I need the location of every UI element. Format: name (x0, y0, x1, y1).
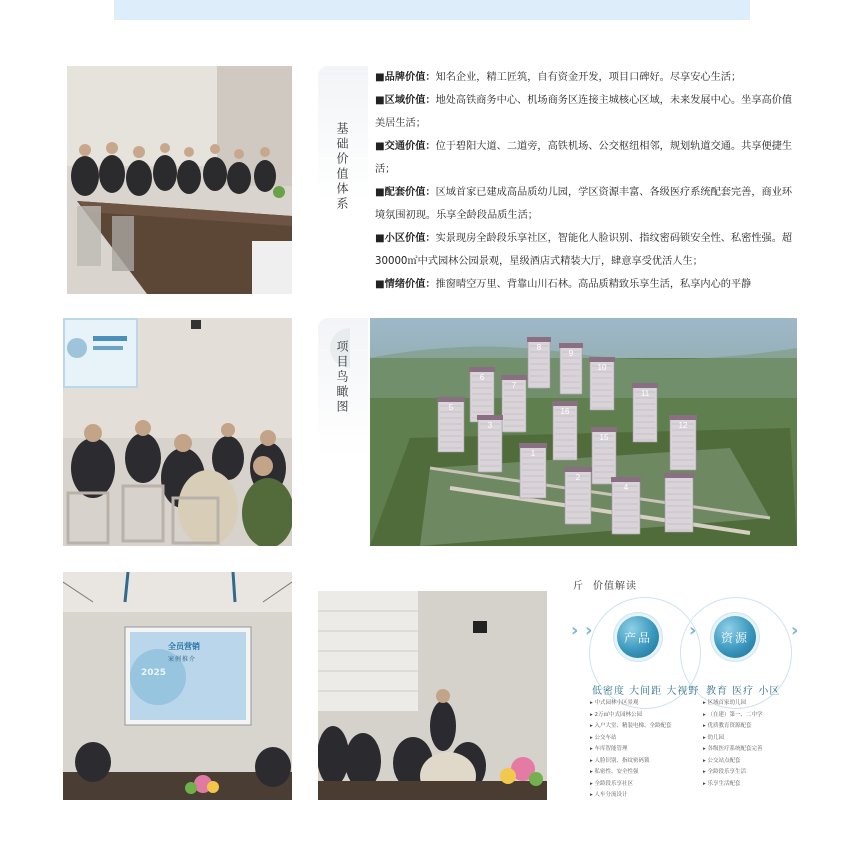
building-number-label: 12 (678, 421, 688, 430)
building-number-label: 9 (568, 349, 574, 358)
top-banner (114, 0, 750, 20)
node-product: 产品 (617, 616, 659, 658)
aerial-label-card (318, 318, 368, 546)
building-number-label: 8 (536, 343, 542, 352)
value-list (375, 66, 795, 294)
product-feature-list (590, 698, 690, 802)
diagram-title: 价值解读 (593, 581, 637, 592)
diagram-title-prefix: 斤 (573, 581, 584, 592)
slide-year: 2025 (141, 668, 167, 678)
value-item-region: ■区域价值：地处高铁商务中心、机场商务区连接主城核心区域，未来发展中心。坐享高价值美居生活； (375, 95, 793, 129)
meeting-photo-1 (67, 66, 292, 294)
tower-roof (589, 357, 615, 362)
list-item: ▸ （在建）第一、二中学 (703, 710, 803, 722)
building-number-label: 10 (597, 363, 607, 372)
list-item: ▸ 优质教育资源配套 (703, 721, 803, 733)
list-item: ▸ 乐享生活配套 (703, 779, 803, 791)
building-number-label: 6 (479, 373, 485, 382)
node-resource: 资源 (714, 616, 756, 658)
slide-line-2: 案例推介 (168, 656, 197, 663)
column-heading-resource: 教育 医疗 小区 (706, 686, 781, 697)
building-number-label: 4 (623, 483, 629, 492)
tower-roof (669, 415, 697, 420)
tower-roof (501, 375, 527, 380)
aerial-view-image (370, 318, 797, 546)
list-item: ▸ 2万㎡中式园林公园 (590, 710, 690, 722)
list-item: ▸ 私密性、安全性强 (590, 767, 690, 779)
tower-roof (477, 415, 503, 420)
building-number-label: 11 (640, 389, 650, 398)
list-item: ▸ 公交车站 (590, 733, 690, 745)
list-item: ▸ 入户大堂、精装电梯、全龄配套 (590, 721, 690, 733)
tower-roof (611, 477, 641, 482)
value-system-label-card (318, 66, 368, 294)
tower-roof (552, 401, 578, 406)
list-item: ▸ 幼儿园 (703, 733, 803, 745)
building-number-label: 1 (530, 449, 536, 458)
tower-roof (559, 343, 583, 348)
value-item-community: ■小区价值：实景现房全龄段乐享社区，智能化人脸识别、指纹密码锁安全性、私密性强。超30000㎡中式园林公园景观，星级酒店式精装大厅，肆意享受优活人生； (375, 233, 793, 267)
projector-photo (63, 572, 292, 800)
tower-block (665, 476, 693, 532)
building-number-label: 5 (448, 403, 454, 412)
tower-roof (564, 467, 592, 472)
building-number-label: 3 (487, 421, 493, 430)
tower-roof (527, 337, 551, 342)
value-item-emotion: ■情绪价值：推窗晴空万里、背靠山川石林。高品质精致乐享生活，私享内心的平静 (375, 279, 752, 290)
tower-roof (664, 473, 694, 478)
tower-roof (469, 367, 495, 372)
tower-roof (632, 383, 658, 388)
list-item: ▸ 车库智能管理 (590, 744, 690, 756)
tower-roof (519, 443, 547, 448)
list-item: ▸ 区域首家幼儿园 (703, 698, 803, 710)
value-item-traffic: ■交通价值：位于碧阳大道、二道旁，高铁机场、公交枢纽相邻，规划轨道交通。共享便捷生活； (375, 141, 793, 175)
meeting-photo-2 (63, 318, 292, 546)
value-diagram (565, 572, 805, 804)
tower-roof (437, 397, 465, 402)
list-item: ▸ 全龄段乐享生活 (703, 767, 803, 779)
chevron-right-icon: › (585, 620, 593, 641)
building-number-label: 15 (599, 433, 609, 442)
list-item: ▸ 人脸识别、指纹密码锁 (590, 756, 690, 768)
list-item: ▸ 人车分流设计 (590, 790, 690, 802)
list-item: ▸ 公交站点配套 (703, 756, 803, 768)
value-item-facilities: ■配套价值：区域首家已建成高品质幼儿园，学区资源丰富、各级医疗系统配套完善，商业环境氛围初现。乐享全龄段品质生活； (375, 187, 793, 221)
list-item: ▸ 中式园林小区景观 (590, 698, 690, 710)
tower-roof (591, 427, 617, 432)
chevron-right-icon: › (571, 620, 579, 641)
value-system-label: 基础价值体系 (335, 122, 349, 212)
presenter-photo (318, 591, 547, 800)
building-number-label: 2 (575, 473, 581, 482)
list-item: ▸ 全龄段乐享社区 (590, 779, 690, 791)
resource-feature-list (703, 698, 803, 790)
column-heading-product: 低密度 大间距 大视野 (592, 686, 700, 697)
aerial-label: 项目鸟瞰图 (335, 340, 349, 415)
chevron-right-icon: › (791, 620, 799, 641)
chevron-right-icon: › (689, 620, 697, 641)
building-number-label: 7 (511, 381, 517, 390)
building-number-label: 16 (560, 407, 570, 416)
slide-line-1: 全员营销 (168, 642, 200, 651)
list-item: ▸ 各级医疗系统配套完善 (703, 744, 803, 756)
value-item-brand: ■品牌价值：知名企业，精工匠筑，自有资金开发，项目口碑好。尽享安心生活； (375, 72, 742, 83)
